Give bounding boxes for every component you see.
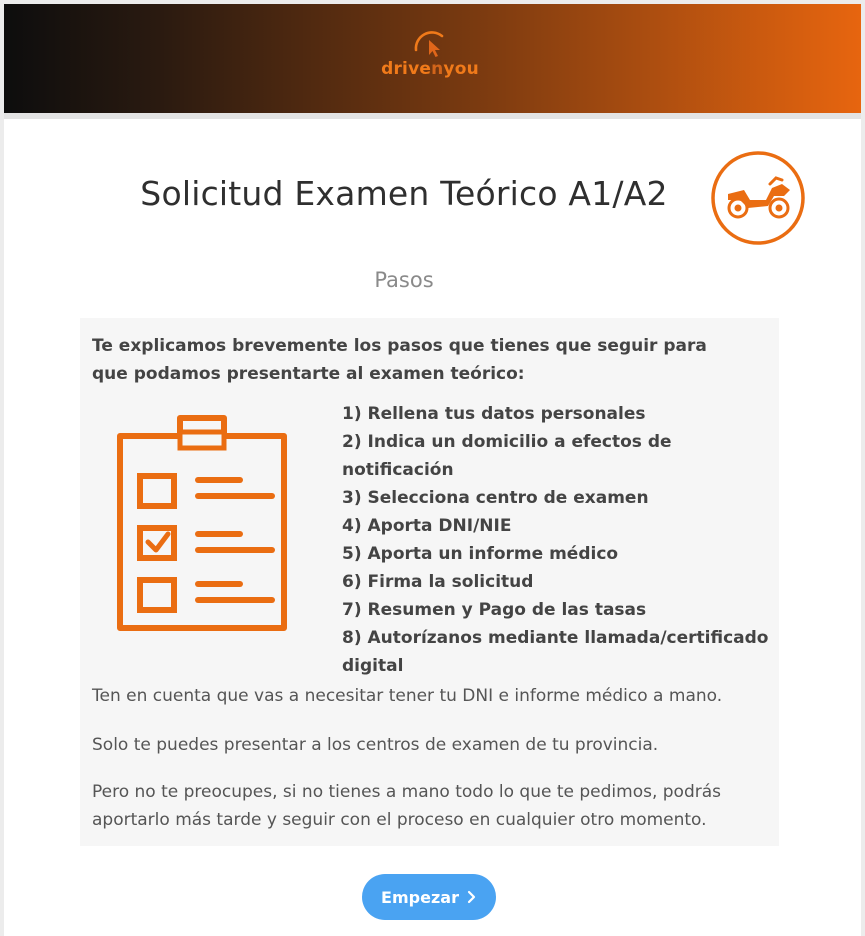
list-item: 6) Firma la solicitud [342,572,534,592]
note-later: Pero no te preocupes, si no tienes a mano todo lo que te pedimos, podrás aportarlo más tarde y seguir con el proceso en cualquier otro momento. [92,782,721,830]
start-button[interactable] [362,874,496,920]
start-button-label: Empezar [381,887,459,907]
page-frame [4,4,861,936]
list-item: 5) Aporta un informe médico [342,544,619,564]
header-banner [4,4,861,113]
note-province: Solo te puedes presentar a los centros de examen de tu provincia. [92,735,659,755]
list-item: 1) Rellena tus datos personales [342,404,646,424]
header-divider [4,113,861,119]
brand-wordmark: drivenyou [381,59,479,79]
page-title: Solicitud Examen Teórico A1/A2 [140,174,668,213]
list-item: 2) Indica un domicilio a efectos de notificación [342,432,672,480]
intro-text: Te explicamos brevemente los pasos que tienes que seguir para que podamos presentarte al examen teórico: [92,336,707,384]
list-item: 8) Autorízanos mediante llamada/certificado digital [342,628,769,676]
list-item: 7) Resumen y Pago de las tasas [342,600,647,620]
chevron-right-icon [467,890,477,904]
instructions-panel [80,318,779,846]
steps-list [342,400,772,680]
list-item: 4) Aporta DNI/NIE [342,516,512,536]
steps-heading: Pasos [374,268,434,292]
note-documents: Ten en cuenta que vas a necesitar tener tu DNI e informe médico a mano. [92,686,723,706]
cursor-arc-icon [410,28,450,58]
brand-logo[interactable] [380,28,480,88]
motorcycle-icon [710,150,806,246]
checklist-clipboard-icon [112,410,292,634]
list-item: 3) Selecciona centro de examen [342,488,649,508]
